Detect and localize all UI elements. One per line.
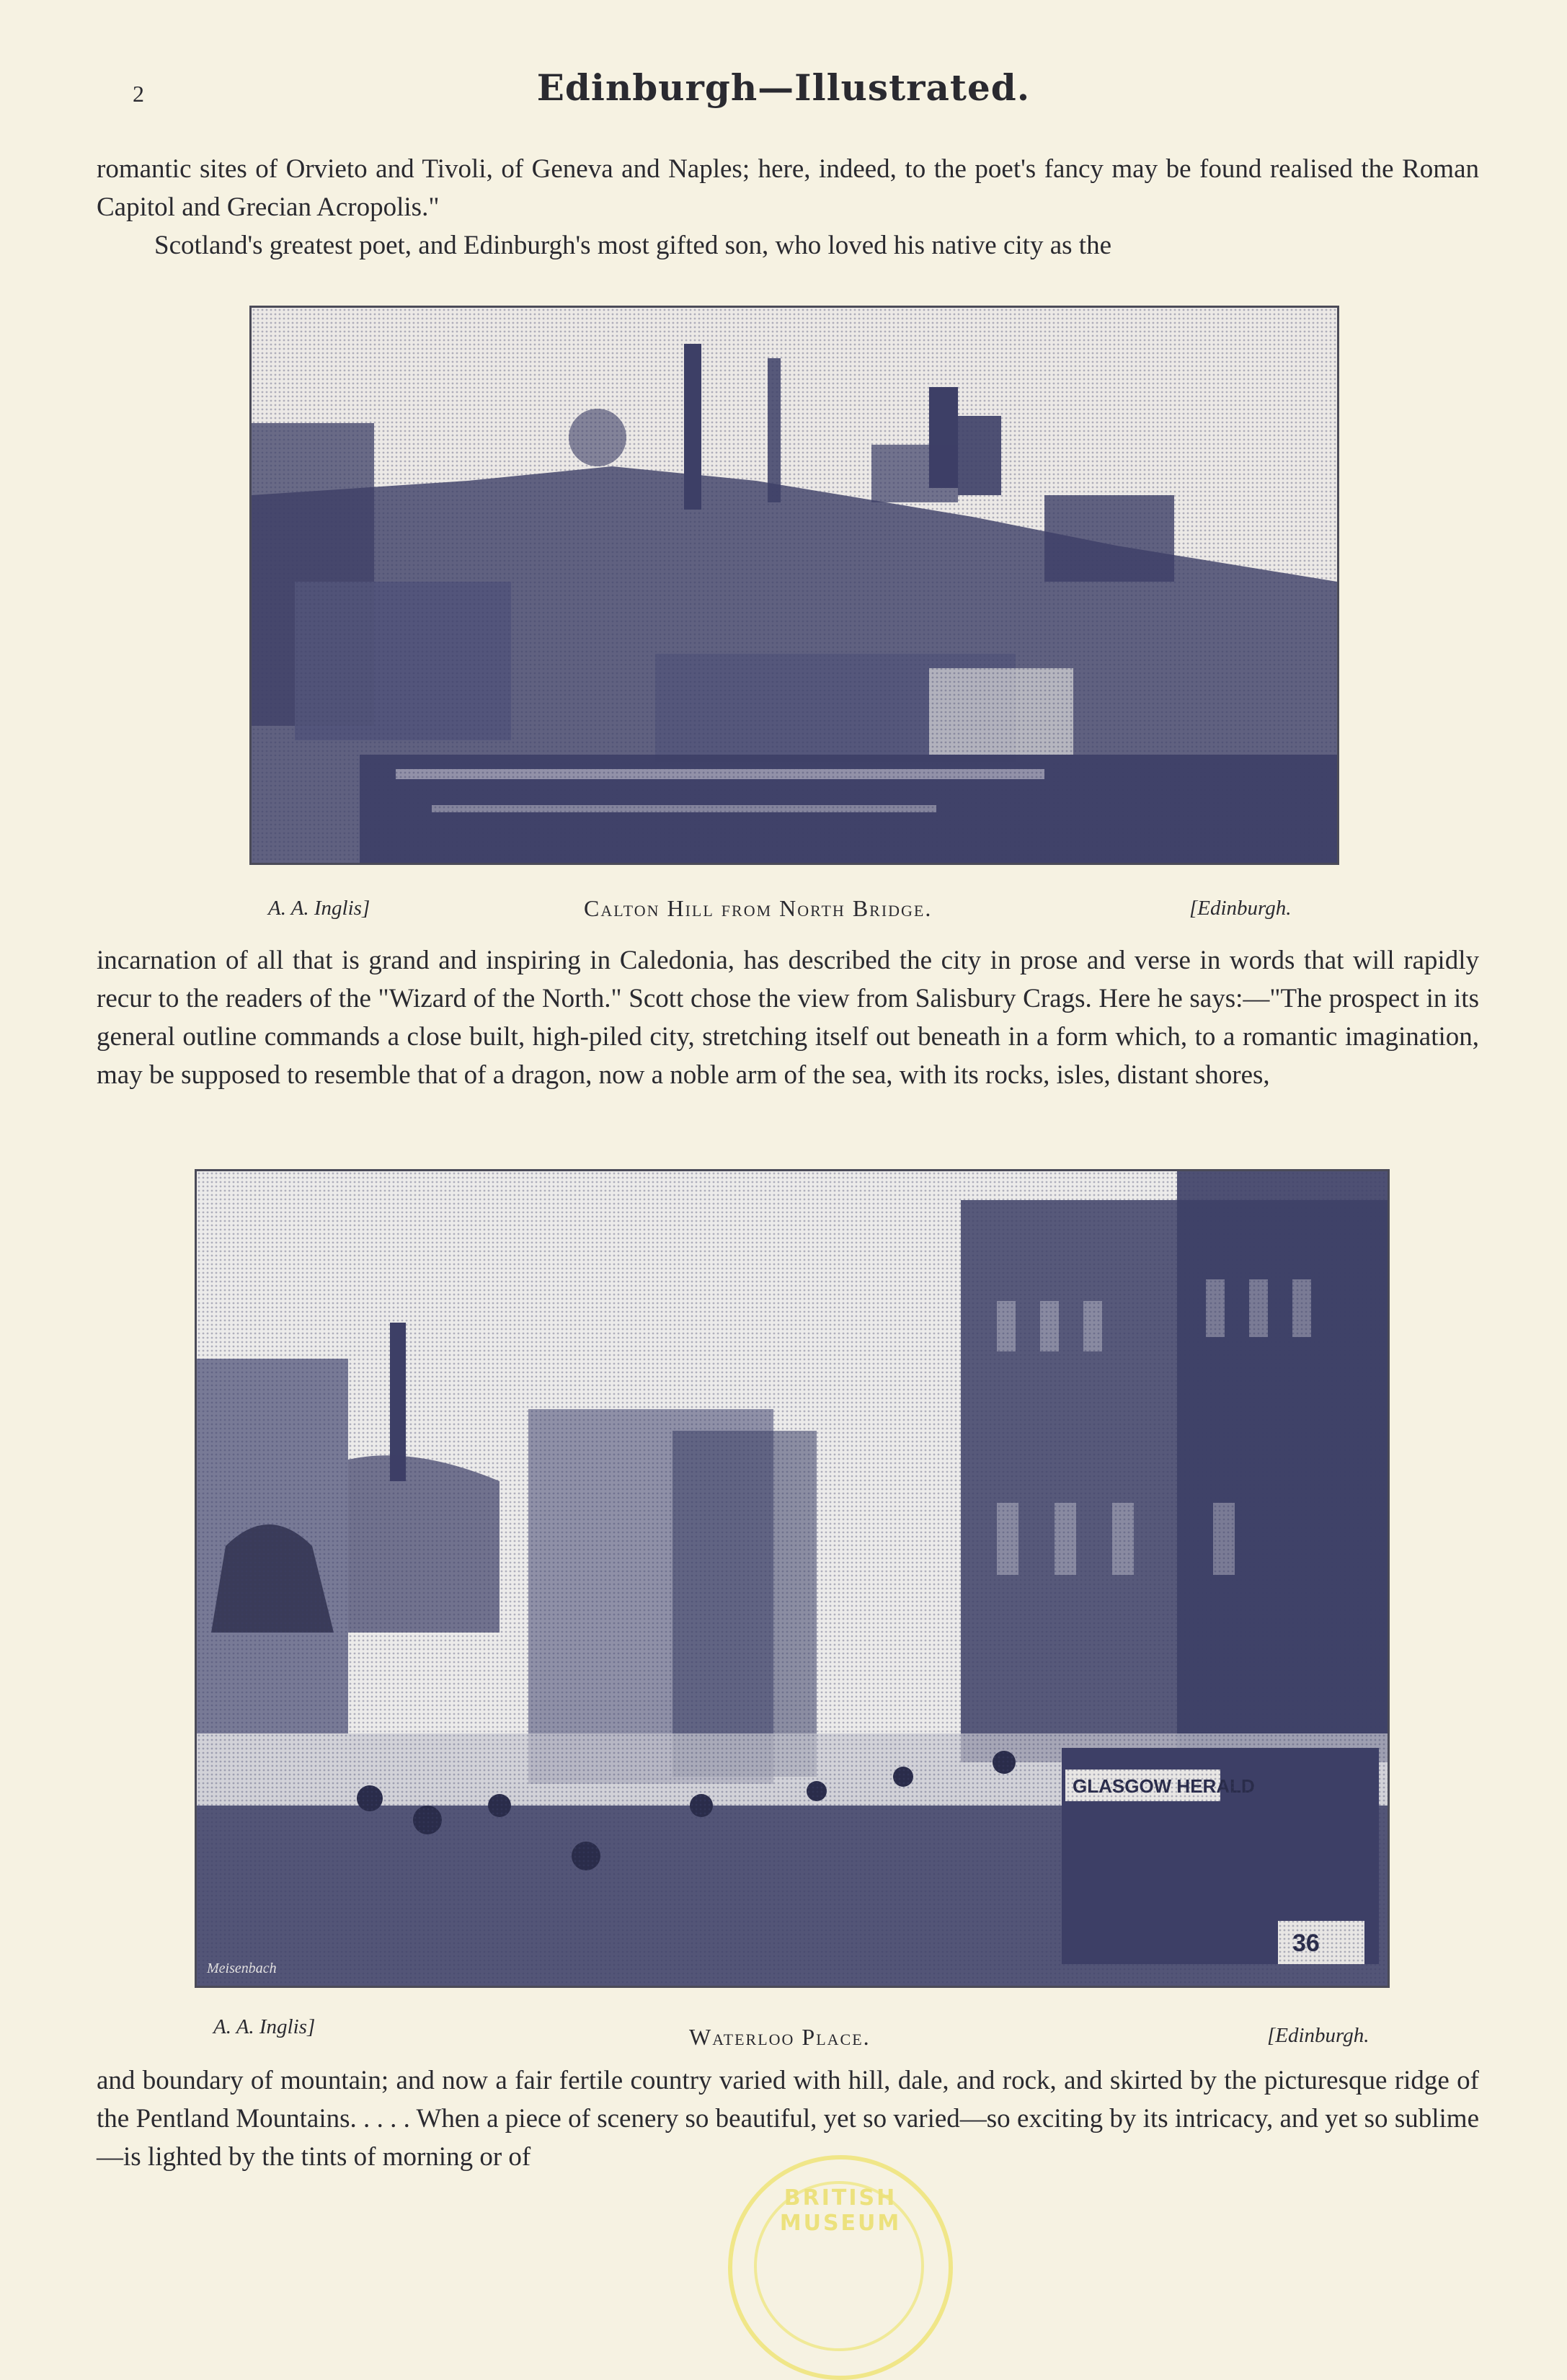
paragraph: Scotland's greatest poet, and Edinburgh's most gifted son, who loved his native city as the: [154, 231, 1111, 260]
text-block-bottom: [97, 2061, 1479, 2176]
library-stamp: [728, 2155, 953, 2380]
photo-waterloo-place: [195, 1169, 1390, 1988]
page-number: 2: [133, 81, 144, 107]
waterloo-place-halftone: [197, 1171, 1388, 1986]
stamp-text: BRITISH MUSEUM: [779, 2185, 902, 2236]
running-title: Edinburgh—Illustrated.: [536, 66, 1031, 109]
caption-credit-right: [Edinburgh.: [1267, 2024, 1370, 2047]
paragraph: incarnation of all that is grand and inspiring in Caledonia, has described the city in prose and verse in words that will rapidly recur to the readers of the "Wizard of the North." Scott chose the view from Salisbury Crags. Here he says:—"The prospect in its general outline commands a close built, high-piled city, stretching itself out beneath in a form which, to a romantic imagination, may be supposed to resemble that of a dragon, now a noble arm of the sea, with its rocks, isles, distant shores,: [97, 946, 1479, 1090]
caption-credit-left: A. A. Inglis]: [268, 897, 370, 920]
caption-title: Calton Hill from North Bridge.: [584, 895, 933, 921]
calton-hill-halftone: [252, 308, 1337, 863]
text-block-middle: [97, 941, 1479, 1094]
text-block-top: [97, 150, 1479, 265]
photo-calton-hill: [249, 306, 1339, 865]
caption-credit-left: A. A. Inglis]: [213, 2015, 316, 2038]
caption-credit-right: [Edinburgh.: [1189, 897, 1292, 920]
paragraph: romantic sites of Orvieto and Tivoli, of Geneva and Naples; here, indeed, to the poet's fancy may be found realised the Roman Capitol and Grecian Acropolis.": [97, 154, 1479, 222]
paragraph: and boundary of mountain; and now a fair fertile country varied with hill, dale, and rock, and skirted by the picturesque ridge of the Pentland Mountains. . . . . When a piece of scenery so beautiful, yet so varied—so exciting by its intricacy, and yet so sublime—is lighted by the tints of morning or of: [97, 2066, 1479, 2172]
caption-title: Waterloo Place.: [689, 2024, 871, 2050]
